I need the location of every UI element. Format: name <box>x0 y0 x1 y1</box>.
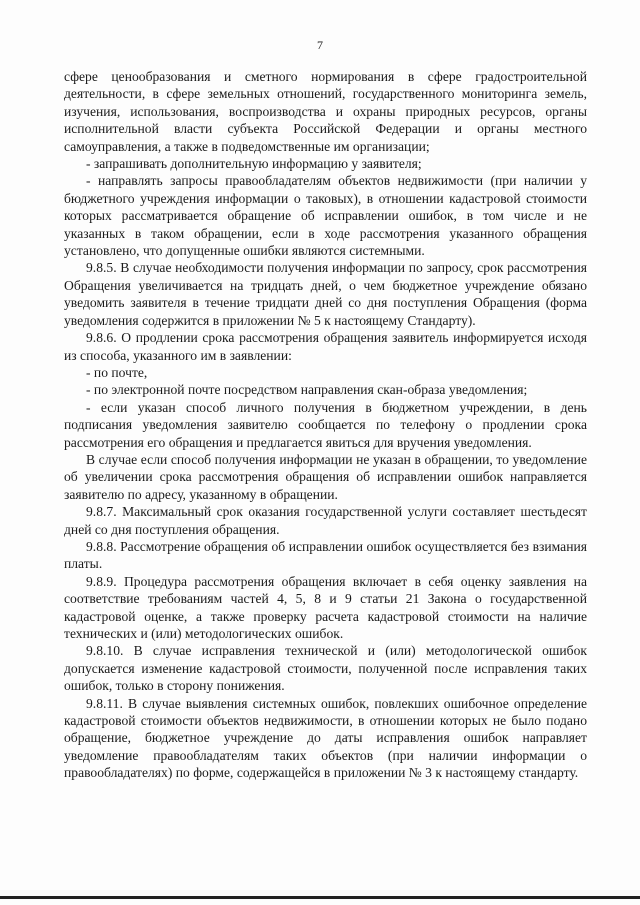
list-item-send-requests: - направлять запросы правообладателям объектов недвижимости (при наличии у бюджетного учреждения информации о таковых), в отношении кадастровой стоимости которых рассматривается обращение об исправлении ошибок, в том числе и не указанных в таком обращении, если в ходе рассмотрения указанного обращения установлено, что допущенные ошибки являются системными. <box>64 173 587 259</box>
list-item-personal: - если указан способ личного получения в бюджетном учреждении, в день подписания уведомления заявителю сообщается по телефону о продлении срока рассмотрения его обращения и предлагается явиться для вручения уведомления. <box>64 399 587 450</box>
clause-9-8-10: 9.8.10. В случае исправления технической и (или) методологической ошибок допускается изменение кадастровой стоимости, полученной после исправления таких ошибок, только в сторону понижения. <box>64 643 587 694</box>
clause-9-8-8: 9.8.8. Рассмотрение обращения об исправлении ошибок осуществляется без взимания платы. <box>64 538 587 572</box>
paragraph-continuation: сфере ценообразования и сметного нормирования в сфере градостроительной деятельности, в сфере земельных отношений, государственного мониторинга земель, изучения, использования, воспроизводства и охраны природных ресурсов, органы исполнительной власти субъекта Российской Федерации и органы местного самоуправления, а также в подведомственные им организации; <box>64 69 587 154</box>
clause-9-8-5: 9.8.5. В случае необходимости получения информации по запросу, срок рассмотрения Обращения увеличивается на тридцать дней, о чем бюджетное учреждение обязано уведомить заявителя в течение тридцати дней со дня поступления Обращения (форма уведомления содержится в приложении № 5 к настоящему Стандарту). <box>64 260 587 328</box>
document-body <box>64 68 587 782</box>
clause-9-8-7: 9.8.7. Максимальный срок оказания государственной услуги составляет шестьдесят дней со дня поступления обращения. <box>64 504 587 537</box>
paragraph-no-method: В случае если способ получения информации не указан в обращении, то уведомление об увеличении срока рассмотрения обращения об исправлении ошибок направляется заявителю по адресу, указанному в обращении. <box>64 451 587 502</box>
scan-edge-line <box>0 896 640 899</box>
page-number: 7 <box>317 38 323 52</box>
clause-9-8-9: 9.8.9. Процедура рассмотрения обращения включает в себя оценку заявления на соответствие требованиям частей 4, 5, 8 и 9 статьи 21 Закона о государственной кадастровой оценке, а также проверку расчета кадастровой стоимости на наличие технических и (или) методологических ошибок. <box>64 573 587 641</box>
list-item-post: - по почте, <box>86 364 148 380</box>
clause-9-8-11: 9.8.11. В случае выявления системных ошибок, повлекших ошибочное определение кадастровой стоимости объектов недвижимости, в отношении которых не было подано обращение, бюджетное учреждение до даты исправления ошибок направляет уведомление правообладателям таких объектов (при наличии информации о правообладателях) по форме, содержащейся в приложении № 3 к настоящему стандарту. <box>64 695 587 781</box>
clause-9-8-6: 9.8.6. О продлении срока рассмотрения обращения заявитель информируется исходя из способа, указанного им в заявлении: <box>64 330 587 363</box>
list-item-email: - по электронной почте посредством направления скан-образа уведомления; <box>86 382 528 398</box>
list-item-request-info: - запрашивать дополнительную информацию у заявителя; <box>86 156 422 172</box>
